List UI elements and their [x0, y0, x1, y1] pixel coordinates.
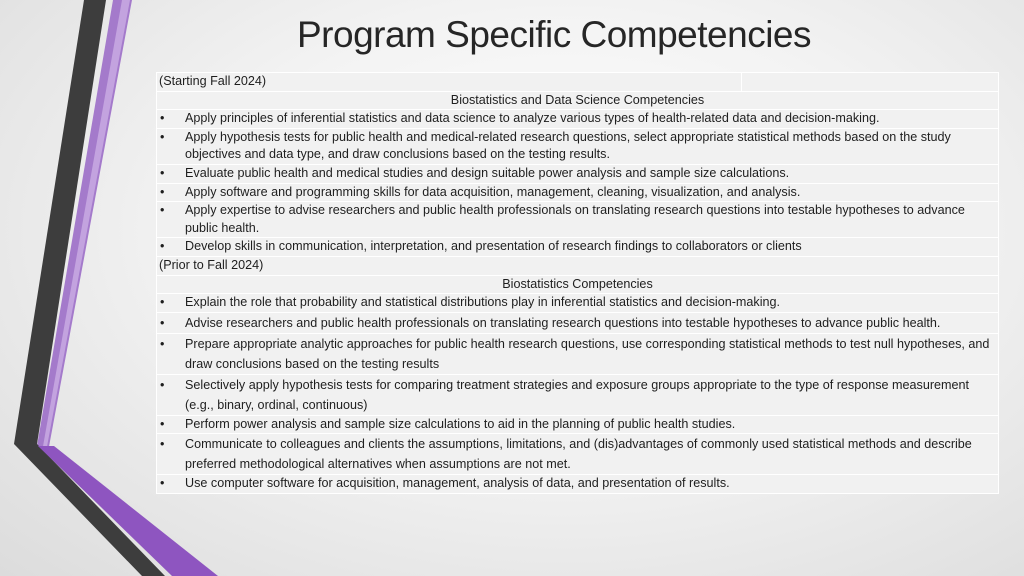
list-item: • Perform power analysis and sample size calculations to aid in the planning of public health studies. [157, 416, 998, 435]
list-item: • Advise researchers and public health professionals on translating research questions into testable hypotheses to advance public health. [157, 313, 998, 334]
bullet-icon: • [160, 203, 165, 218]
bullet-icon: • [160, 295, 165, 310]
list-item: • Selectively apply hypothesis tests for comparing treatment strategies and exposure groups appropriate to the type of response measurement (e.g., binary, ordinal, continuous) [157, 375, 998, 416]
cell-divider [741, 73, 742, 91]
list-item: • Explain the role that probability and statistical distributions play in inferential statistics and decision-making. [157, 294, 998, 313]
bullet-icon: • [160, 111, 165, 126]
section-heading-new: Biostatistics and Data Science Competencies [157, 92, 998, 111]
section-label-new: (Starting Fall 2024) [157, 73, 998, 92]
section-label-old: (Prior to Fall 2024) [157, 257, 998, 276]
list-item: • Apply software and programming skills for data acquisition, management, cleaning, visualization, and analysis. [157, 184, 998, 203]
list-item: • Develop skills in communication, interpretation, and presentation of research findings to collaborators or clients [157, 238, 998, 257]
bullet-icon: • [160, 184, 165, 199]
list-item: • Communicate to colleagues and clients the assumptions, limitations, and (dis)advantages of commonly used statistical methods and describe preferred methodological alternatives when assumptions are not met. [157, 434, 998, 475]
bullet-icon: • [160, 336, 165, 351]
bullet-icon: • [160, 239, 165, 254]
page-title: Program Specific Competencies [297, 14, 811, 55]
bullet-icon: • [160, 476, 165, 491]
dark-stripe-lower [14, 444, 165, 576]
list-item: • Prepare appropriate analytic approaches for public health research questions, use corresponding statistical methods to test null hypotheses, and draw conclusions based on the testing results [157, 334, 998, 375]
list-item: • Apply principles of inferential statistics and data science to analyze various types of health-related data and decision-making. [157, 110, 998, 129]
list-item: • Use computer software for acquisition, management, analysis of data, and presentation of results. [157, 475, 998, 493]
list-item: • Apply hypothesis tests for public health and medical-related research questions, select appropriate statistical methods based on the study objectives and data type, and draw conclusions based on the testing results. [157, 129, 998, 165]
bullet-icon: • [160, 377, 165, 392]
competencies-table [156, 72, 999, 494]
bullet-icon: • [160, 129, 165, 144]
section-heading-old: Biostatistics Competencies [157, 276, 998, 295]
bullet-icon: • [160, 437, 165, 452]
list-item: • Evaluate public health and medical studies and design suitable power analysis and sample size calculations. [157, 165, 998, 184]
bullet-icon: • [160, 416, 165, 431]
bullet-icon: • [160, 165, 165, 180]
list-item: • Apply expertise to advise researchers and public health professionals on translating research questions into testable hypotheses to advance public health. [157, 202, 998, 238]
bullet-icon: • [160, 315, 165, 330]
